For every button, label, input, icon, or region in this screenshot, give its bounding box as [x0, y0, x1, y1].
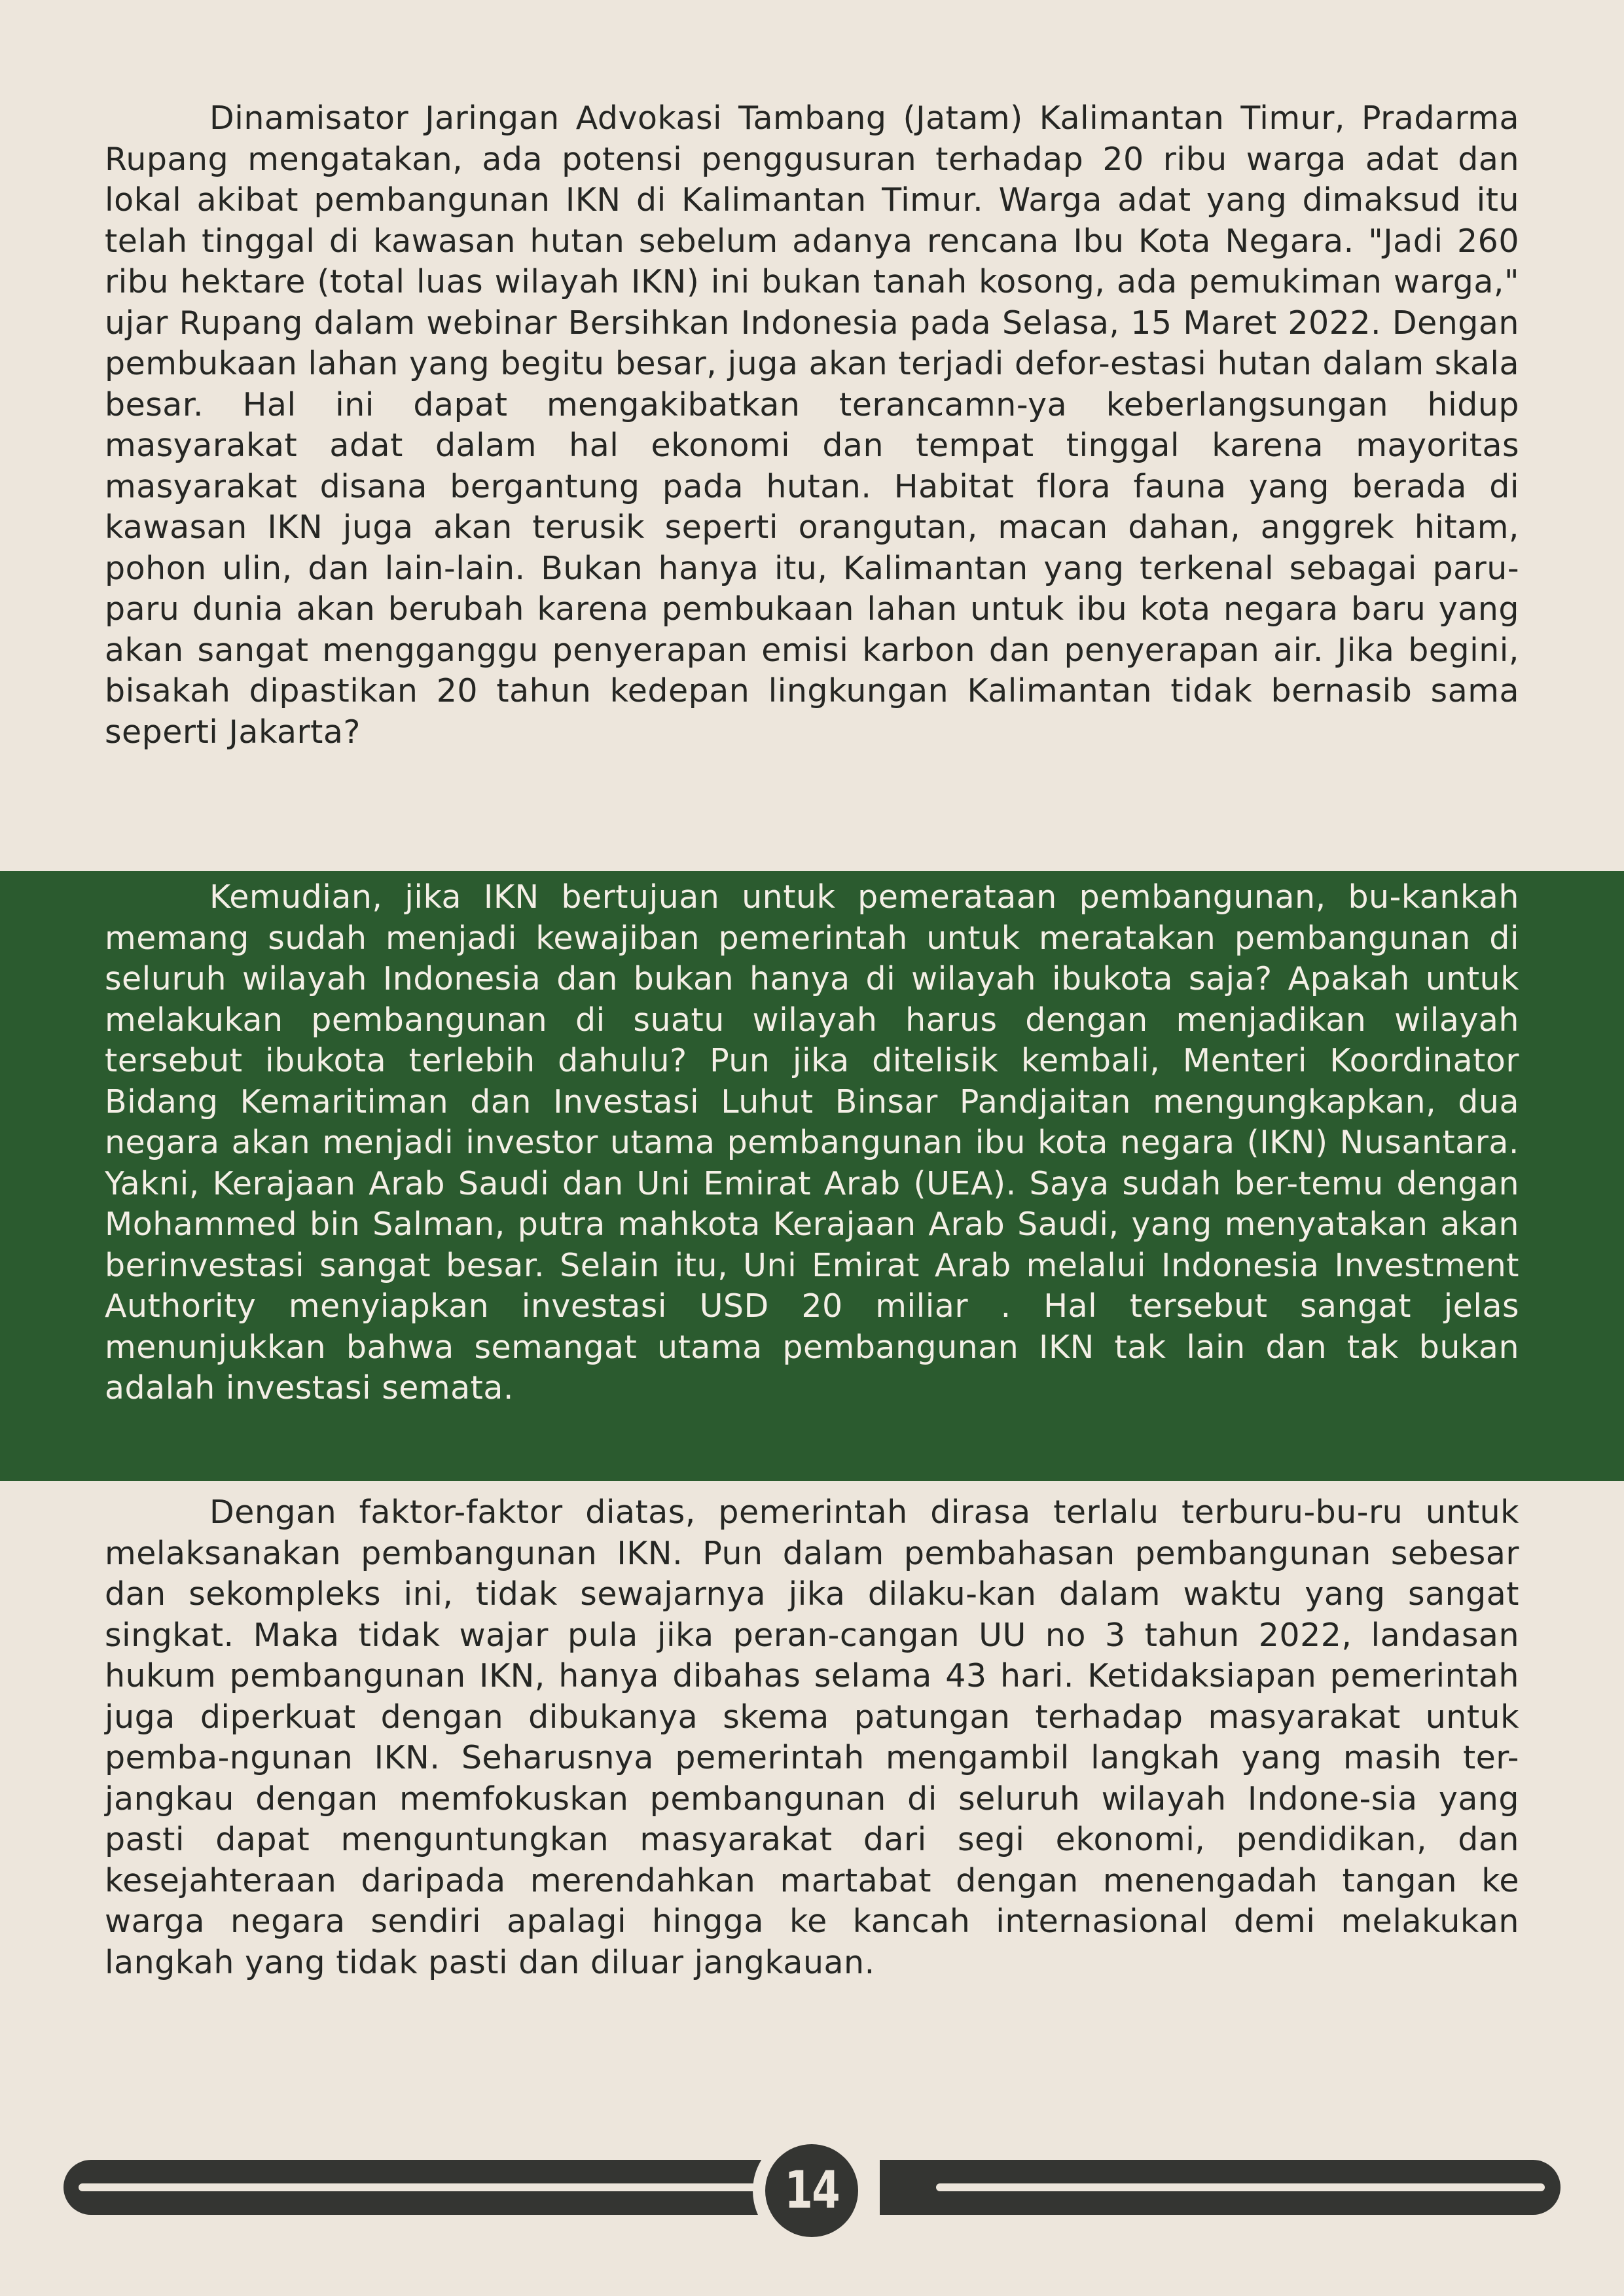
paragraph-jatam: Dinamisator Jaringan Advokasi Tambang (Jatam) Kalimantan Timur, Pradarma Rupang mengatakan, ada potensi penggusuran terhadap 20 ribu warga adat dan lokal akibat pembangunan IKN di Kalimantan Timur. Warga adat yang dimaksud itu telah tinggal di kawasan hutan sebelum adanya rencana Ibu Kota Negara. "Jadi 260 ribu hektare (total luas wilayah IKN) ini bukan tanah kosong, ada pemukiman warga," ujar Rupang dalam webinar Bersihkan Indonesia pada Selasa, 15 Maret 2022. Dengan pembukaan lahan yang begitu besar, juga akan terjadi defor-estasi hutan dalam skala besar. Hal ini dapat mengakibatkan terancamn-ya keberlangsungan hidup masyarakat adat dalam hal ekonomi dan tempat tinggal karena mayoritas masyarakat disana bergantung pada hutan. Habitat flora fauna yang berada di kawasan IKN juga akan terusik seperti orangutan, macan dahan, anggrek hitam, pohon ulin, dan lain-lain. Bukan hanya itu, Kalimantan yang terkenal sebagai paru-paru dunia akan berubah karena pembukaan lahan untuk ibu kota negara baru yang akan sangat mengganggu penyerapan emisi karbon dan penyerapan air. Jika begini, bisakah dipastikan 20 tahun kedepan lingkungan Kalimantan tidak bernasib sama seperti Jakarta? — [105, 99, 1519, 751]
paragraph-conclusion: Dengan faktor-faktor diatas, pemerintah dirasa terlalu terburu-bu-ru untuk melaksanakan pembangunan IKN. Pun dalam pembahasan pembangunan sebesar dan sekompleks ini, tidak sewajarnya jika dilaku-kan dalam waktu yang sangat singkat. Maka tidak wajar pula jika peran-cangan UU no 3 tahun 2022, landasan hukum pembangunan IKN, hanya dibahas selama 43 hari. Ketidaksiapan pemerintah juga diperkuat dengan dibukanya skema patungan terhadap masyarakat untuk pemba-ngunan IKN. Seharusnya pemerintah mengambil langkah yang masih ter-jangkau dengan memfokuskan pembangunan di seluruh wilayah Indone-sia yang pasti dapat menguntungkan masyarakat dari segi ekonomi, pendidikan, dan kesejahteraan daripada merendahkan martabat dengan menengadah tangan ke warga negara sendiri apalagi hingga ke kancah internasional demi melakukan langkah yang tidak pasti dan diluar jangkauan. — [105, 1494, 1519, 1981]
paragraph-investment: Kemudian, jika IKN bertujuan untuk pemerataan pembangunan, bu-kankah memang sudah menjadi kewajiban pemerintah untuk meratakan pembangunan di seluruh wilayah Indonesia dan bukan hanya di wilayah ibukota saja? Apakah untuk melakukan pembangunan di suatu wilayah harus dengan menjadikan wilayah tersebut ibukota terlebih dahulu? Pun jika ditelisik kembali, Menteri Koordinator Bidang Kemaritiman dan Investasi Luhut Binsar Pandjaitan mengungkapkan, dua negara akan menjadi investor utama pembangunan ibu kota negara (IKN) Nusantara. Yakni, Kerajaan Arab Saudi dan Uni Emirat Arab (UEA). Saya sudah ber-temu dengan Mohammed bin Salman, putra mahkota Kerajaan Arab Saudi, yang menyatakan akan berinvestasi sangat besar. Selain itu, Uni Emirat Arab melalui Indonesia Investment Authority menyiapkan investasi USD 20 miliar . Hal tersebut sangat jelas menunjukkan bahwa semangat utama pembangunan IKN tak lain dan tak bukan adalah investasi semata. — [105, 878, 1519, 1407]
footer-stripe-right — [936, 2183, 1545, 2191]
page-number: 14 — [784, 2161, 839, 2220]
page-number-badge — [765, 2144, 858, 2237]
footer-stripe-left — [79, 2183, 785, 2191]
